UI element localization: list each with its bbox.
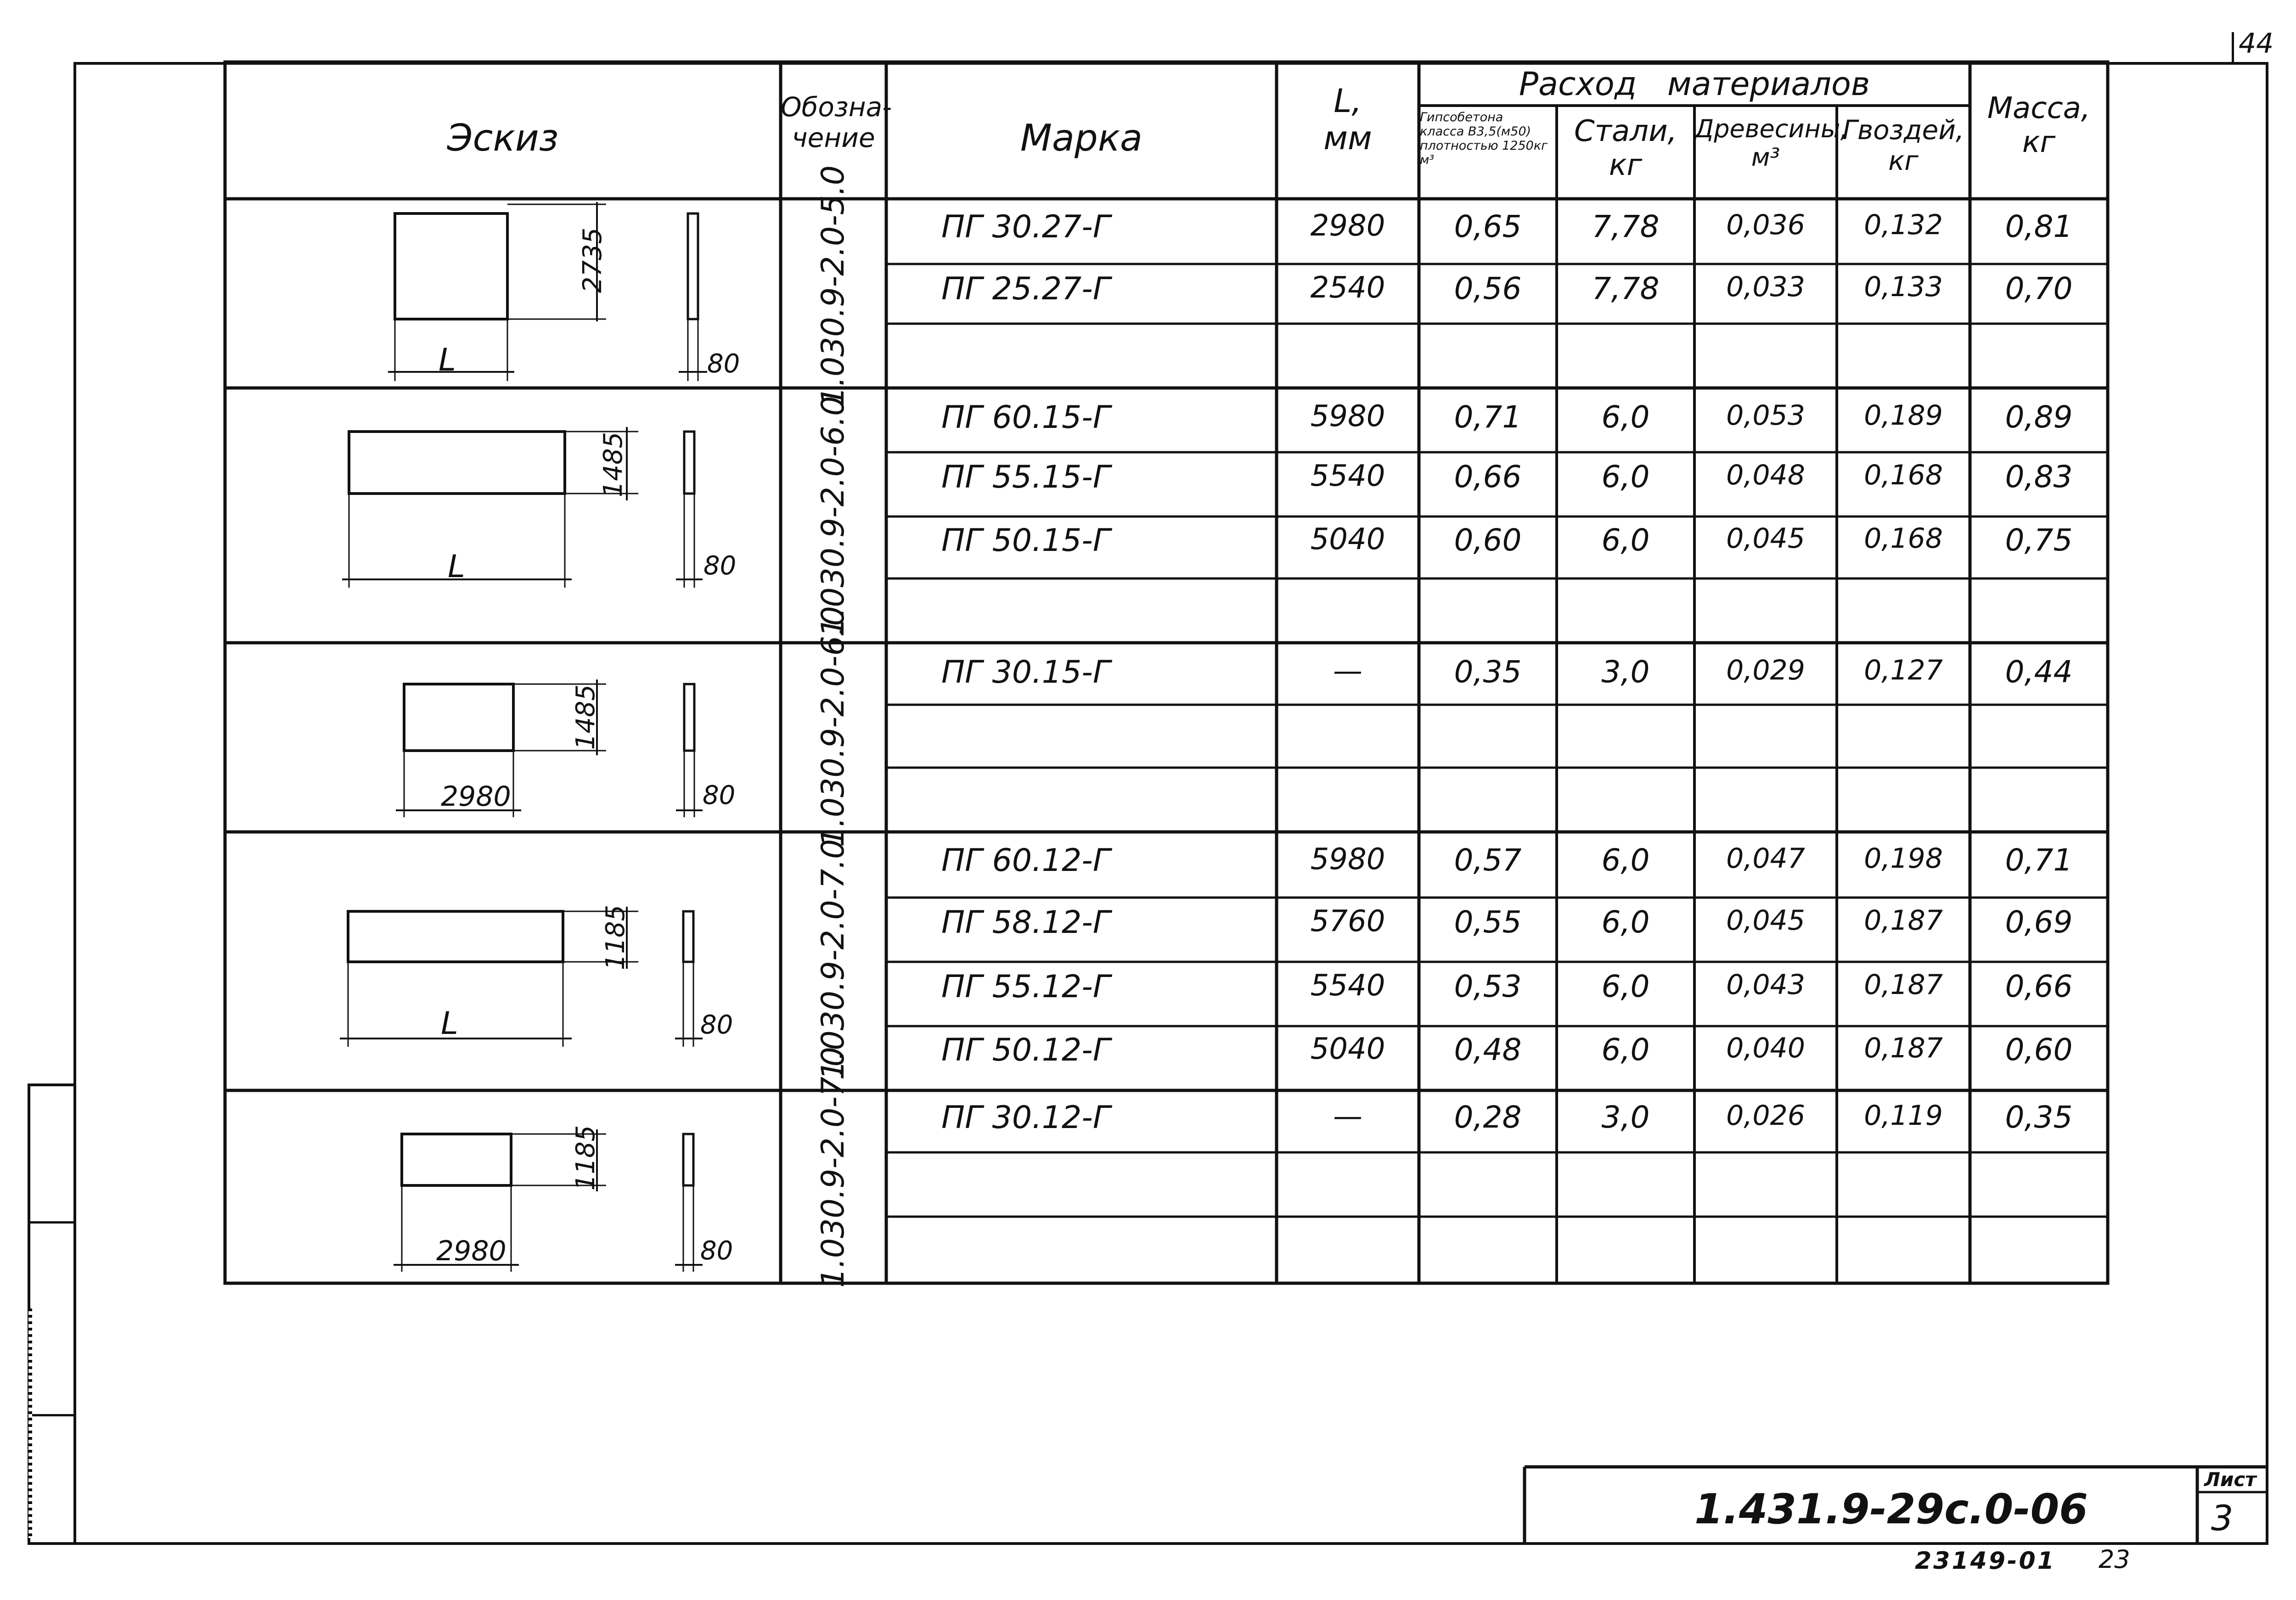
cell-gypsum: 0,55 — [1454, 904, 1522, 940]
header-mass: Масса, кг — [1987, 91, 2091, 159]
cell-wood: 0,029 — [1726, 654, 1805, 686]
cell-mass: 0,44 — [2005, 654, 2073, 690]
cell-steel: 6,0 — [1601, 969, 1650, 1004]
cell-mass: 0,60 — [2005, 1032, 2073, 1067]
sketch-5-thickness-label: 80 — [700, 1236, 733, 1266]
cell-mark: ПГ 58.12-Г — [941, 904, 1110, 941]
cell-gypsum: 0,48 — [1454, 1032, 1522, 1067]
cell-wood: 0,048 — [1726, 459, 1805, 491]
cell-gypsum: 0,60 — [1454, 522, 1522, 558]
cell-length: 5540 — [1310, 969, 1385, 1003]
cell-nails: 0,168 — [1864, 459, 1943, 491]
cell-length: 5040 — [1310, 522, 1385, 556]
cell-steel: 6,0 — [1601, 399, 1650, 435]
sketch-2-height-label: 1485 — [598, 432, 628, 498]
cell-length: — — [1333, 1100, 1362, 1134]
cell-steel: 7,78 — [1592, 209, 1660, 244]
document-code: 1.431.9-29с.0-06 — [1694, 1485, 2088, 1533]
cell-steel: 6,0 — [1601, 522, 1650, 558]
sketch-1-height-label: 2735 — [578, 227, 608, 293]
cell-steel: 6,0 — [1601, 842, 1650, 878]
cell-mark: ПГ 30.12-Г — [941, 1100, 1110, 1136]
designation-group-2: 1.030.9-2.0-6.0 — [815, 396, 851, 637]
cell-steel: 6,0 — [1601, 1032, 1650, 1067]
cell-steel: 3,0 — [1601, 1100, 1650, 1135]
cell-gypsum: 0,57 — [1454, 842, 1522, 878]
cell-steel: 7,78 — [1592, 271, 1660, 306]
cell-length: — — [1333, 654, 1362, 688]
cell-mass: 0,81 — [2005, 209, 2073, 244]
cell-length: 5760 — [1310, 904, 1385, 938]
cell-nails: 0,187 — [1864, 969, 1943, 1001]
designation-group-4: 1.030.9-2.0-7.0 — [815, 839, 851, 1080]
sheet-label: Лист — [2204, 1468, 2257, 1491]
footer-number: 23 — [2099, 1545, 2130, 1574]
designation-group-5: 1.030.9-2.0-7.0 — [815, 1047, 851, 1288]
cell-wood: 0,040 — [1726, 1032, 1805, 1064]
cell-nails: 0,133 — [1864, 271, 1943, 303]
cell-gypsum: 0,53 — [1454, 969, 1522, 1004]
cell-wood: 0,033 — [1726, 271, 1805, 303]
cell-mark: ПГ 55.12-Г — [941, 969, 1110, 1005]
cell-length: 5540 — [1310, 459, 1385, 493]
sketch-2-thickness-label: 80 — [703, 551, 737, 581]
cell-wood: 0,043 — [1726, 969, 1805, 1001]
cell-nails: 0,198 — [1864, 842, 1943, 875]
header-nails: Гвоздей, кг — [1842, 114, 1964, 176]
cell-wood: 0,045 — [1726, 904, 1805, 937]
cell-nails: 0,189 — [1864, 399, 1943, 432]
sketch-1 — [388, 202, 707, 381]
sketch-3-length-label: 2980 — [441, 780, 511, 813]
cell-mark: ПГ 50.12-Г — [941, 1032, 1110, 1068]
sketch-5-length-label: 2980 — [436, 1235, 506, 1267]
sketch-2-length-label: L — [448, 549, 465, 585]
cell-wood: 0,053 — [1726, 399, 1805, 432]
cell-mark: ПГ 55.15-Г — [941, 459, 1110, 495]
sheet-number: 3 — [2211, 1498, 2234, 1538]
cell-mass: 0,70 — [2005, 271, 2073, 306]
cell-mass: 0,89 — [2005, 399, 2073, 435]
footer-code: 23149-01 — [1915, 1547, 2056, 1575]
header-wood: Древесины, м³ — [1694, 114, 1848, 172]
cell-gypsum: 0,28 — [1454, 1100, 1522, 1135]
cell-nails: 0,187 — [1864, 904, 1943, 937]
cell-mark: ПГ 60.15-Г — [941, 399, 1110, 436]
cell-gypsum: 0,65 — [1454, 209, 1522, 244]
header-consumption: Расход материалов — [1519, 65, 1870, 103]
cell-wood: 0,045 — [1726, 522, 1805, 555]
designation-group-3: 1.030.9-2.0-6.0 — [815, 606, 851, 847]
cell-mark: ПГ 30.27-Г — [941, 209, 1110, 245]
cell-length: 2540 — [1310, 271, 1385, 305]
sketch-1-thickness-label: 80 — [707, 349, 740, 379]
cell-wood: 0,047 — [1726, 842, 1805, 875]
cell-nails: 0,127 — [1864, 654, 1943, 686]
cell-mass: 0,66 — [2005, 969, 2073, 1004]
cell-nails: 0,119 — [1864, 1100, 1943, 1132]
cell-mass: 0,71 — [2005, 842, 2073, 878]
cell-gypsum: 0,56 — [1454, 271, 1522, 306]
sketch-1-length-label: L — [439, 342, 456, 378]
header-gypsum: Гипсобетона класса В3,5(м50) плотностью 1250кг м³ — [1420, 110, 1548, 168]
sketch-3-height-label: 1485 — [571, 684, 601, 750]
header-sketch: Эскиз — [447, 117, 559, 159]
cell-gypsum: 0,66 — [1454, 459, 1522, 494]
cell-mass: 0,75 — [2005, 522, 2073, 558]
cell-gypsum: 0,71 — [1454, 399, 1522, 435]
header-mark: Марка — [1020, 117, 1143, 159]
designation-group-1: 1.030.9-2.0-5.0 — [815, 165, 851, 406]
cell-mark: ПГ 60.12-Г — [941, 842, 1110, 879]
sketch-5-height-label: 1185 — [571, 1125, 601, 1191]
sketch-4-length-label: L — [441, 1005, 458, 1042]
cell-mass: 0,69 — [2005, 904, 2073, 940]
cell-nails: 0,168 — [1864, 522, 1943, 555]
header-steel: Стали, кг — [1574, 114, 1677, 182]
cell-mark: ПГ 25.27-Г — [941, 271, 1110, 307]
cell-gypsum: 0,35 — [1454, 654, 1522, 690]
cell-mass: 0,83 — [2005, 459, 2073, 494]
cell-steel: 6,0 — [1601, 904, 1650, 940]
corner-number: 44 — [2239, 28, 2274, 60]
cell-nails: 0,132 — [1864, 209, 1943, 241]
cell-length: 5980 — [1310, 399, 1385, 433]
sketch-3-thickness-label: 80 — [703, 780, 736, 810]
cell-wood: 0,036 — [1726, 209, 1805, 241]
header-length: L, мм — [1323, 82, 1372, 157]
sketch-4-thickness-label: 80 — [700, 1010, 733, 1040]
cell-nails: 0,187 — [1864, 1032, 1943, 1064]
cell-mark: ПГ 30.15-Г — [941, 654, 1110, 691]
cell-mass: 0,35 — [2005, 1100, 2073, 1135]
cell-mark: ПГ 50.15-Г — [941, 522, 1110, 559]
cell-steel: 3,0 — [1601, 654, 1650, 690]
cell-steel: 6,0 — [1601, 459, 1650, 494]
sketch-4-height-label: 1185 — [601, 904, 630, 971]
cell-length: 5980 — [1310, 842, 1385, 876]
cell-length: 2980 — [1310, 209, 1385, 243]
sketch-2 — [342, 427, 703, 588]
sketch-4 — [340, 907, 703, 1047]
header-designation: Обозна- чение — [781, 91, 892, 153]
cell-length: 5040 — [1310, 1032, 1385, 1066]
cell-wood: 0,026 — [1726, 1100, 1805, 1132]
